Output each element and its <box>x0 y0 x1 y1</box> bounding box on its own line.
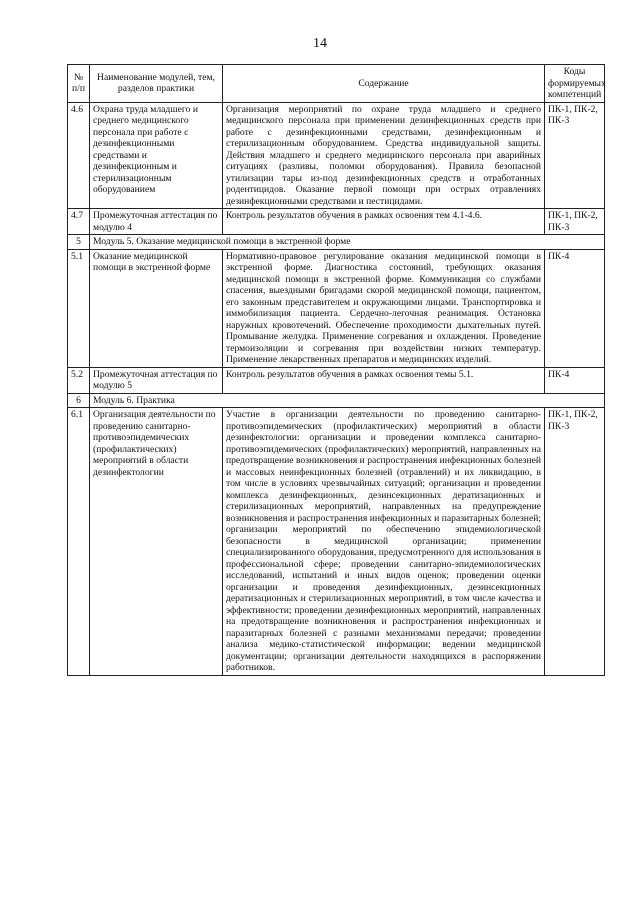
row-content: Участие в организации деятельности по проведению санитарно-противоэпидемических (профилактических) мероприятий в области дезинфектологии: организации и проведении комплекса санитарно-противоэпидемических (профилактических) мероприятий, направленных на предотвращение возникновения и распространения инфекционных болезней и массовых неинфекционных болезней (отравлений) и их ликвидацию, в том числе в условиях чрезвычайных ситуаций; организации и проведении комплекса дезинфекционных, дезинсекционных дератизационных и стерилизационных мероприятий, направленных на предупреждение возникновения и распространения инфекционных и паразитарных болезней; организации мероприятий по обеспечению эпидемиологической безопасности в медицинской организации; применении специализированного оборудования, предусмотренного для использования в профессиональной сфере; проведении санитарно-эпидемиологических исследований, испытаний и иных видов оценок; проведении оценки организации и проведения дезинфекционных, дезинсекционных дератизационных и стерилизационных мероприятий, в том числе качества и эффективности; проведении дезинфекционных мероприятий, направленных на предотвращение возникновения и распространения инфекционных и паразитарных болезней с разными механизмами передачи; проведении анализа медико-статистической информации; ведении медицинской документации; организации деятельности находящихся в распоряжении работников. <box>223 408 545 676</box>
row-num: 4.6 <box>68 102 90 209</box>
row-competencies: ПК-4 <box>545 367 605 393</box>
module-num: 6 <box>68 393 90 408</box>
row-num: 4.7 <box>68 209 90 235</box>
table-row <box>68 367 605 393</box>
row-competencies: ПК-4 <box>545 249 605 367</box>
row-competencies: ПК-1, ПК-2, ПК-3 <box>545 408 605 676</box>
row-name: Организация деятельности по проведению санитарно-противоэпидемических (профилактических) мероприятий в области дезинфектологии <box>90 408 223 676</box>
header-content: Содержание <box>223 65 545 103</box>
module-title: Модуль 6. Практика <box>90 393 605 408</box>
row-competencies: ПК-1, ПК-2, ПК-3 <box>545 209 605 235</box>
table-row <box>68 408 605 676</box>
table-header-row <box>68 65 605 103</box>
row-name: Промежуточная аттестация по модулю 5 <box>90 367 223 393</box>
row-content: Организация мероприятий по охране труда младшего и среднего медицинского персонала при применении дезинфекционных средств при работе с дезинфекционными средствами, дезинфекционным и стерилизационным оборудованием. Средства индивидуальной защиты. Действия младшего и среднего медицинского персонала при аварийных ситуациях (разливы, поломки оборудования). Правила безопасной утилизации тары из-под дезинфекционных средств и отработанных родентицидов. Оказание первой помощи при острых отравлениях дезинфекционными средствами и пестицидами. <box>223 102 545 209</box>
header-name: Наименование модулей, тем, разделов практики <box>90 65 223 103</box>
header-competencies: Коды формируемых компетенций <box>545 65 605 103</box>
module-num: 5 <box>68 235 90 250</box>
row-num: 6.1 <box>68 408 90 676</box>
row-content: Нормативно-правовое регулирование оказания медицинской помощи в экстренной форме. Диагностика состояний, требующих оказания медицинской помощи в экстренной форме. Коммуникация со службами спасения, выездными бригадами скорой медицинской помощи, пациентом, его законным представителем и окружающими лицами. Транспортировка и иммобилизация пациента. Сердечно-легочная реанимация. Остановка наружных кровотечений. Обеспечение проходимости дыхательных путей. Промывание желудка. Применение согревания и охлаждения. Проведение термоизоляции и согревания при воздействии низких температур. Применение лекарственных препаратов и медицинских изделий. <box>223 249 545 367</box>
row-competencies: ПК-1, ПК-2, ПК-3 <box>545 102 605 209</box>
row-name: Промежуточная аттестация по модулю 4 <box>90 209 223 235</box>
curriculum-table <box>67 64 605 676</box>
row-name: Охрана труда младшего и среднего медицинского персонала при работе с дезинфекционными средствами и дезинфекционным и стерилизационным оборудованием <box>90 102 223 209</box>
module-row <box>68 235 605 250</box>
row-num: 5.2 <box>68 367 90 393</box>
row-num: 5.1 <box>68 249 90 367</box>
header-num: № п/п <box>68 65 90 103</box>
page-number: 14 <box>313 36 327 51</box>
row-name: Оказание медицинской помощи в экстренной форме <box>90 249 223 367</box>
module-title: Модуль 5. Оказание медицинской помощи в экстренной форме <box>90 235 605 250</box>
table-row <box>68 249 605 367</box>
module-row <box>68 393 605 408</box>
row-content: Контроль результатов обучения в рамках освоения тем 4.1-4.6. <box>223 209 545 235</box>
table-row <box>68 102 605 209</box>
table-row <box>68 209 605 235</box>
row-content: Контроль результатов обучения в рамках освоения темы 5.1. <box>223 367 545 393</box>
